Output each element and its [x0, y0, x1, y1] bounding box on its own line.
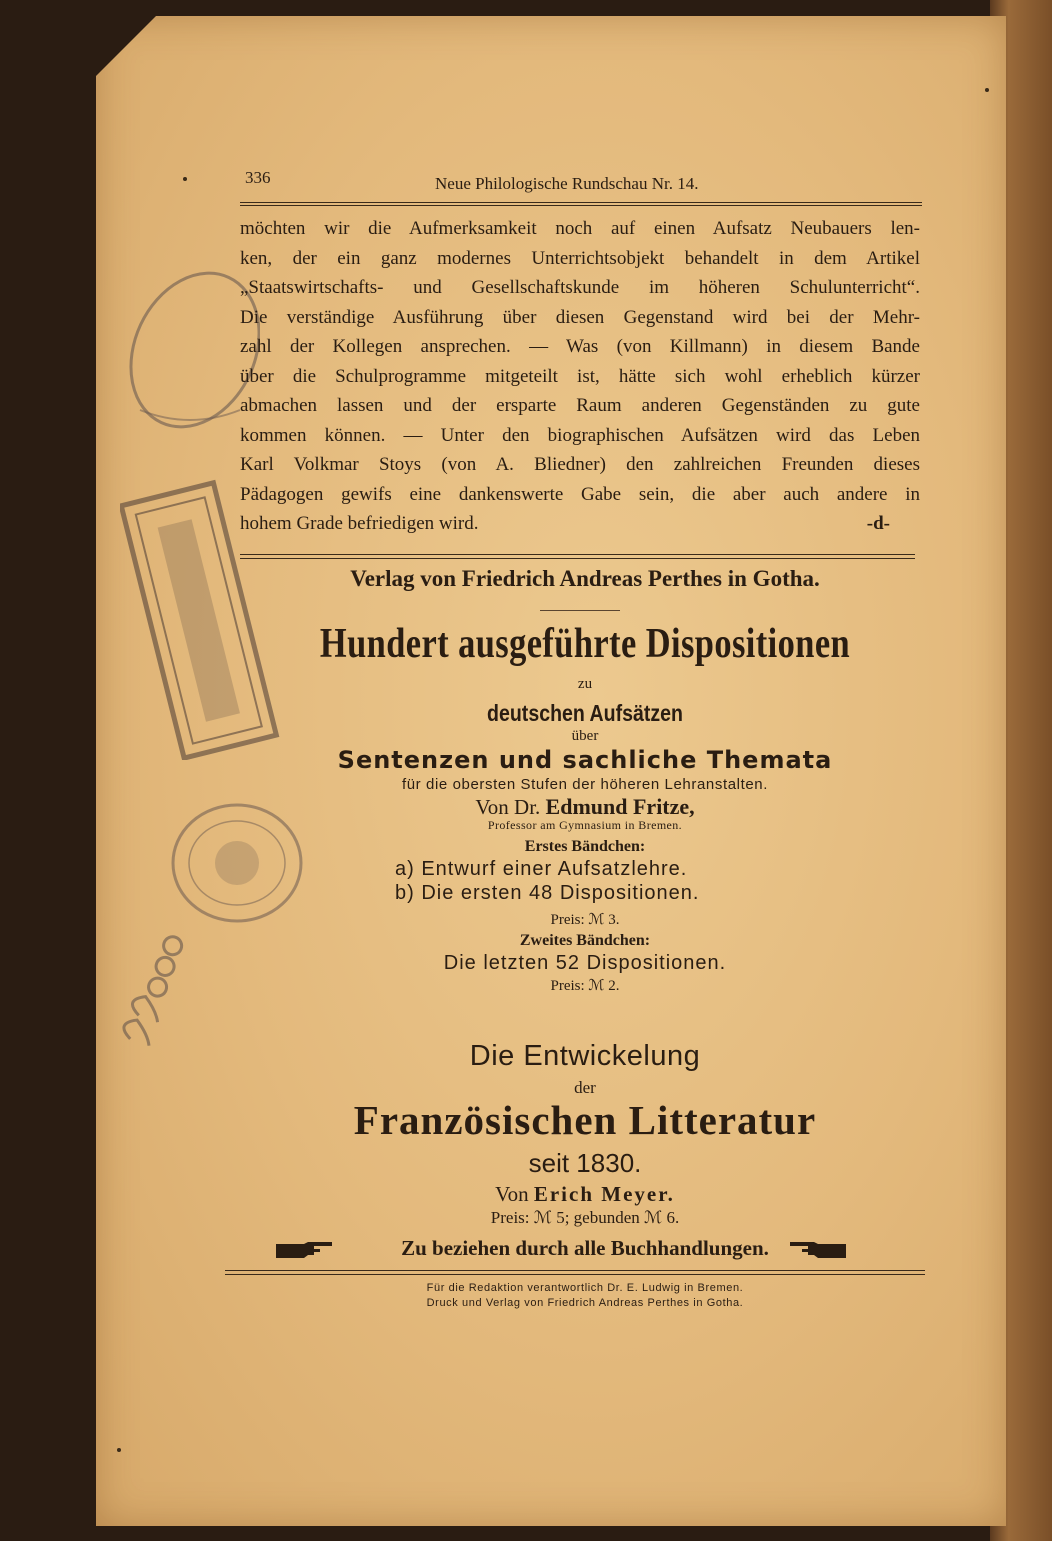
- speck: [985, 88, 989, 92]
- section-rule: [240, 558, 915, 559]
- running-header: [245, 168, 925, 196]
- speck: [117, 1448, 121, 1452]
- oval-date-stamp: [100, 260, 260, 430]
- availability-line: Zu beziehen durch alle Buchhandlungen.: [401, 1236, 769, 1260]
- header-rule: [240, 202, 922, 203]
- footer-printer-line: Druck und Verlag von Friedrich Andreas Perthes in Gotha.: [426, 1297, 744, 1309]
- torn-corner: [96, 16, 156, 76]
- review-line: ken, der ein ganz modernes Unterrichtsobjekt behandelt in dem Artikel: [240, 247, 920, 269]
- review-line: zahl der Kollegen ansprechen. — Was (von Killmann) in diesem Bande: [240, 336, 920, 357]
- short-divider: [540, 610, 620, 611]
- author-prefix: Von Dr.: [475, 795, 541, 819]
- publisher-line: Verlag von Friedrich Andreas Perthes in Gotha.: [350, 566, 820, 591]
- book2-author-line: [240, 1182, 930, 1207]
- review-line: Die verständige Ausführung über diesen Gegenstand wird bei der Mehr-: [240, 306, 920, 328]
- speck: [183, 177, 187, 181]
- vol1-price: Preis: ℳ 3.: [550, 912, 620, 928]
- journal-title: Neue Philologische Rundschau Nr. 14.: [435, 174, 699, 193]
- review-line: über die Schulprogramme mitgeteilt ist, hätte sich wohl erheblich kürzer: [240, 365, 920, 387]
- footer-editor-line: Für die Redaktion verantwortlich Dr. E. Ludwig in Bremen.: [426, 1282, 744, 1294]
- vol1-heading: Erstes Bändchen:: [524, 838, 646, 855]
- handwritten-inventory-number: [100, 930, 210, 1070]
- vol2-price: Preis: ℳ 2.: [550, 978, 620, 994]
- book1-ueber: über: [571, 728, 599, 744]
- book2-title-line2: Französischen Litteratur: [353, 1097, 817, 1143]
- review-line: möchten wir die Aufmerksamkeit noch auf einen Aufsatz Neubauers len-: [240, 218, 920, 239]
- review-line: Karl Volkmar Stoys (von A. Bliedner) den zahlreichen Freunden dieses: [240, 454, 920, 475]
- book1-zu: zu: [577, 676, 593, 692]
- vol1-item-b: b) Die ersten 48 Dispositionen.: [395, 882, 700, 904]
- book2-since: seit 1830.: [528, 1148, 642, 1178]
- page-number: 336: [245, 168, 271, 187]
- review-last-text: hohem Grade befriedigen wird.: [240, 513, 479, 534]
- book2-der: der: [574, 1078, 596, 1097]
- book1-subtitle: deutschen Aufsätzen: [487, 700, 683, 726]
- header-rule: [240, 205, 922, 206]
- book1-title: Hundert ausgeführte Dispositionen: [319, 621, 851, 667]
- review-line: „Staatswirtschafts- und Gesellschaftskunde im höheren Schulunterricht“.: [240, 277, 920, 298]
- book2-price: Preis: ℳ 5; gebunden ℳ 6.: [490, 1208, 680, 1227]
- review-line: Pädagogen gewifs eine dankenswerte Gabe sein, die aber auch andere in: [240, 483, 920, 505]
- book1-audience: für die obersten Stufen der höheren Lehranstalten.: [401, 776, 769, 793]
- book1-author-role: Professor am Gymnasium in Bremen.: [487, 818, 683, 832]
- book2-title-line1: Die Entwickelung: [469, 1040, 701, 1072]
- review-line: abmachen lassen und der ersparte Raum anderen Gegenständen zu gute: [240, 395, 920, 416]
- vol2-heading: Zweites Bändchen:: [519, 932, 651, 949]
- review-line: [240, 509, 920, 539]
- book2-author: Erich Meyer.: [533, 1182, 675, 1206]
- author-prefix: Von: [495, 1182, 529, 1206]
- book1-author: Edmund Fritze,: [545, 794, 695, 819]
- review-line: kommen können. — Unter den biographischen Aufsätzen wird das Leben: [240, 424, 920, 446]
- footer-rule: [225, 1270, 925, 1271]
- pointing-hand-left-icon: [788, 1240, 848, 1260]
- review-paragraph: [240, 214, 920, 539]
- reviewer-signature: -d-: [866, 513, 890, 534]
- vol2-content: Die letzten 52 Dispositionen.: [443, 952, 727, 974]
- book1-themes: Sentenzen und sachliche Themata: [337, 746, 833, 774]
- footer-rule: [225, 1274, 925, 1275]
- book1-author-line: [240, 794, 930, 820]
- vol1-item-a: a) Entwurf einer Aufsatzlehre.: [395, 858, 688, 880]
- section-rule: [240, 554, 915, 555]
